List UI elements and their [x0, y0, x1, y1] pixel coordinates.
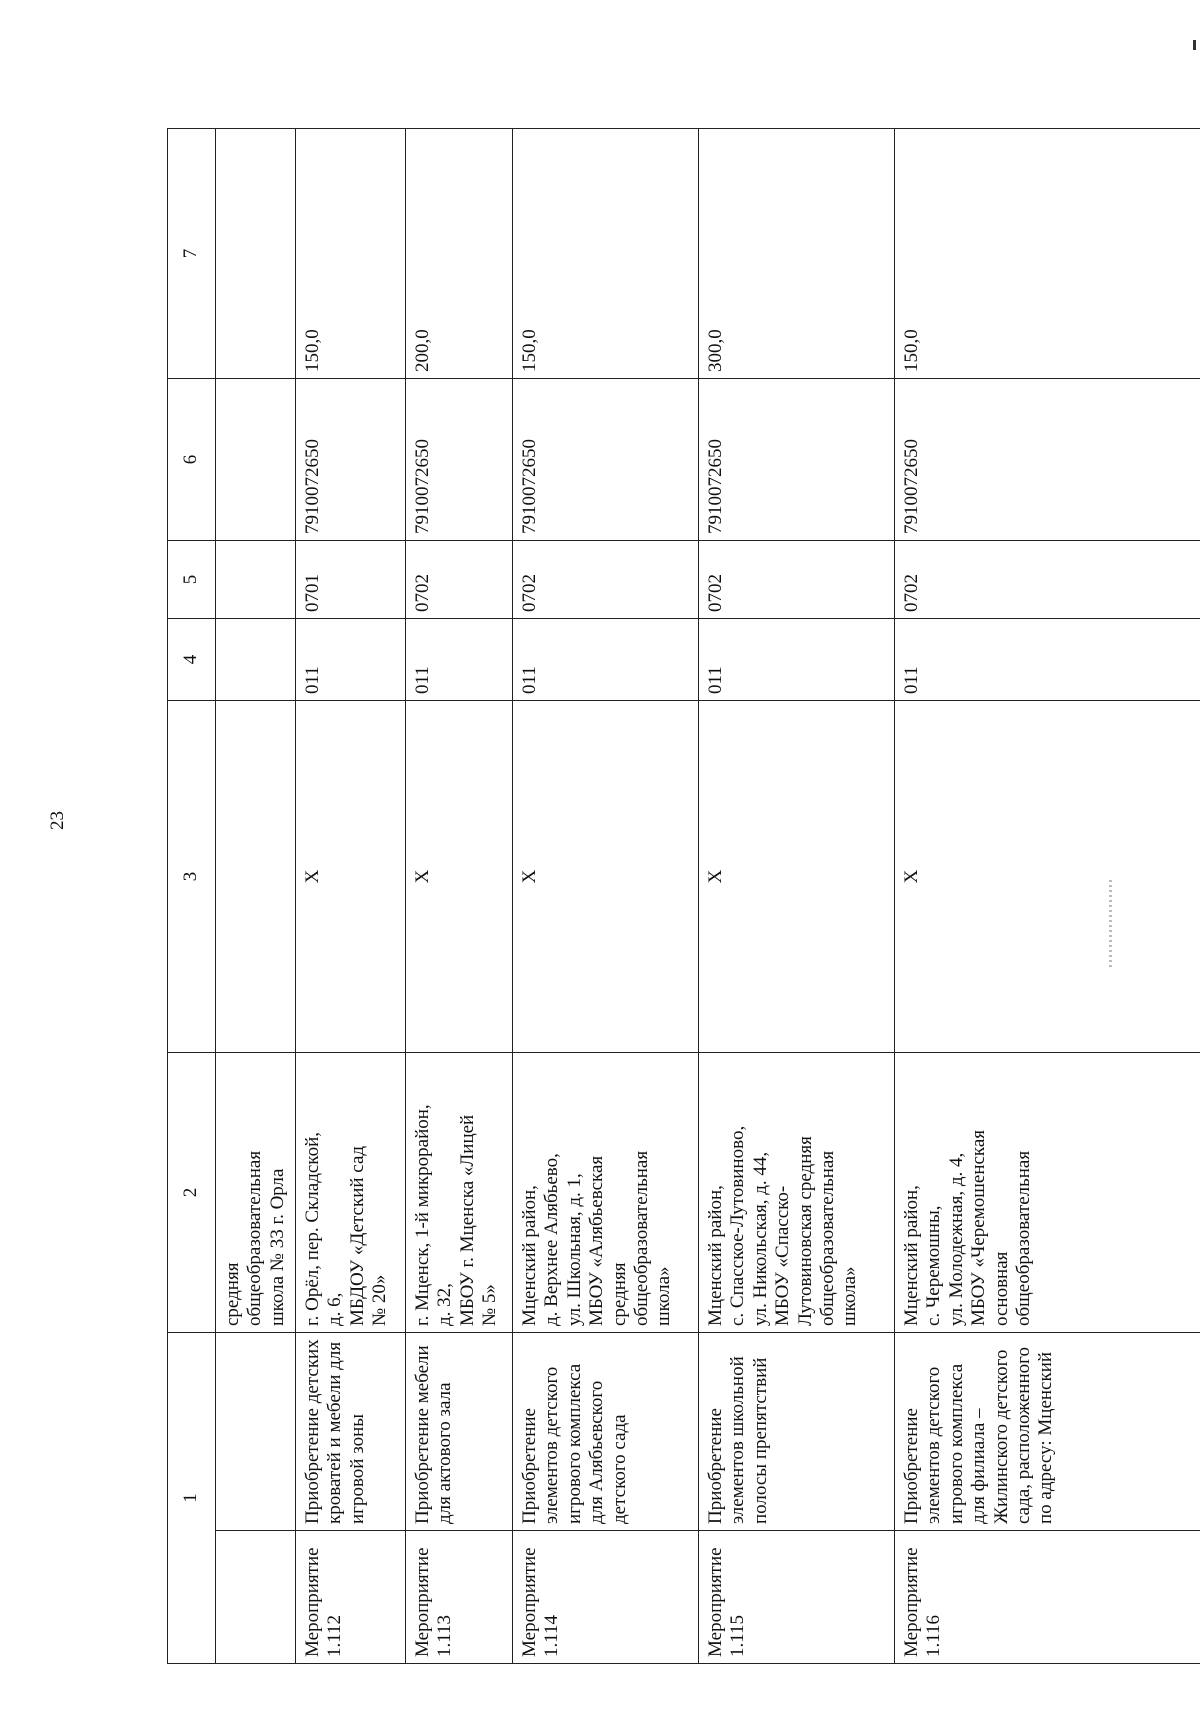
continuation-row: [216, 129, 296, 1664]
header-cell-3: 3: [168, 701, 216, 1053]
table-row: [406, 129, 513, 1664]
measure-cell: Мероприятие 1.113: [406, 1531, 513, 1664]
header-row: [168, 129, 216, 1664]
col4-cell: 011: [513, 619, 699, 701]
col5-cell: 0701: [296, 541, 406, 619]
col6-cell: 7910072650: [699, 379, 895, 541]
header-cell-1: 1: [168, 1333, 216, 1664]
header-cell-7: 7: [168, 129, 216, 379]
description-cell: Приобретение детских кроватей и мебели для игровой зоны: [296, 1333, 406, 1531]
table-row: [895, 129, 1200, 1664]
continuation-cell-address: средняя общеобразовательная школа № 33 г. Орла: [216, 1053, 296, 1333]
col5-cell: 0702: [699, 541, 895, 619]
col7-cell: 150,0: [895, 129, 1200, 379]
col7-cell: 150,0: [513, 129, 699, 379]
col6-cell: 7910072650: [513, 379, 699, 541]
address-cell: Мценский район, д. Верхнее Алябьево, ул. Школьная, д. 1, МБОУ «Алябьевская средняя общеобразовательная школа»: [513, 1053, 699, 1333]
scan-mark: [1193, 40, 1196, 50]
table-row: [513, 129, 699, 1664]
col5-cell: 0702: [895, 541, 1200, 619]
budget-measures-table: [167, 128, 1200, 1664]
table-row: [296, 129, 406, 1664]
col5-cell: 0702: [513, 541, 699, 619]
col6-cell: 7910072650: [406, 379, 513, 541]
col6-cell: 7910072650: [895, 379, 1200, 541]
continuation-cell-6: [216, 379, 296, 541]
page-number: 23: [47, 811, 68, 830]
col6-cell: 7910072650: [296, 379, 406, 541]
address-cell: Мценский район, с. Спасское-Лутовиново, ул. Никольская, д. 44, МБОУ «Спасско- Лутовиновская средняя общеобразовательная школа»: [699, 1053, 895, 1333]
col7-cell: 300,0: [699, 129, 895, 379]
col4-cell: 011: [895, 619, 1200, 701]
header-cell-6: 6: [168, 379, 216, 541]
address-cell: г. Орёл, пер. Складской, д. 6, МБДОУ «Детский сад № 20»: [296, 1053, 406, 1333]
col4-cell: 011: [406, 619, 513, 701]
col3-cell: X: [296, 701, 406, 1053]
measure-cell: Мероприятие 1.116: [895, 1531, 1200, 1664]
continuation-cell-4: [216, 619, 296, 701]
col5-cell: 0702: [406, 541, 513, 619]
continuation-cell-3: [216, 701, 296, 1053]
header-cell-4: 4: [168, 619, 216, 701]
col4-cell: 011: [296, 619, 406, 701]
header-cell-5: 5: [168, 541, 216, 619]
measure-cell: Мероприятие 1.114: [513, 1531, 699, 1664]
table-row: [699, 129, 895, 1664]
continuation-cell-measure: [216, 1531, 296, 1664]
col3-cell: X: [699, 701, 895, 1053]
address-cell: Мценский район, с. Черемошны, ул. Молодежная, д. 4, МБОУ «Черемошенская основная общеобразовательная: [895, 1053, 1200, 1333]
col3-cell: X: [513, 701, 699, 1053]
header-cell-2: 2: [168, 1053, 216, 1333]
description-cell: Приобретение элементов детского игрового комплекса для филиала – Жилинского детского сада, расположенного по адресу: Мценский: [895, 1333, 1200, 1531]
col3-cell: X: [895, 701, 1200, 1053]
continuation-cell-5: [216, 541, 296, 619]
description-cell: Приобретение элементов детского игрового комплекса для Алябьевского детского сада: [513, 1333, 699, 1531]
col7-cell: 200,0: [406, 129, 513, 379]
col3-cell: X: [406, 701, 513, 1053]
scan-artifact: [1109, 880, 1112, 970]
col7-cell: 150,0: [296, 129, 406, 379]
col4-cell: 011: [699, 619, 895, 701]
address-cell: г. Мценск, 1-й микрорайон, д. 32, МБОУ г. Мценска «Лицей № 5»: [406, 1053, 513, 1333]
measure-cell: Мероприятие 1.112: [296, 1531, 406, 1664]
description-cell: Приобретение элементов школьной полосы препятствий: [699, 1333, 895, 1531]
measure-cell: Мероприятие 1.115: [699, 1531, 895, 1664]
continuation-cell-7: [216, 129, 296, 379]
rotated-table-container: [167, 129, 1200, 1664]
continuation-cell-description: [216, 1333, 296, 1531]
description-cell: Приобретение мебели для актового зала: [406, 1333, 513, 1531]
